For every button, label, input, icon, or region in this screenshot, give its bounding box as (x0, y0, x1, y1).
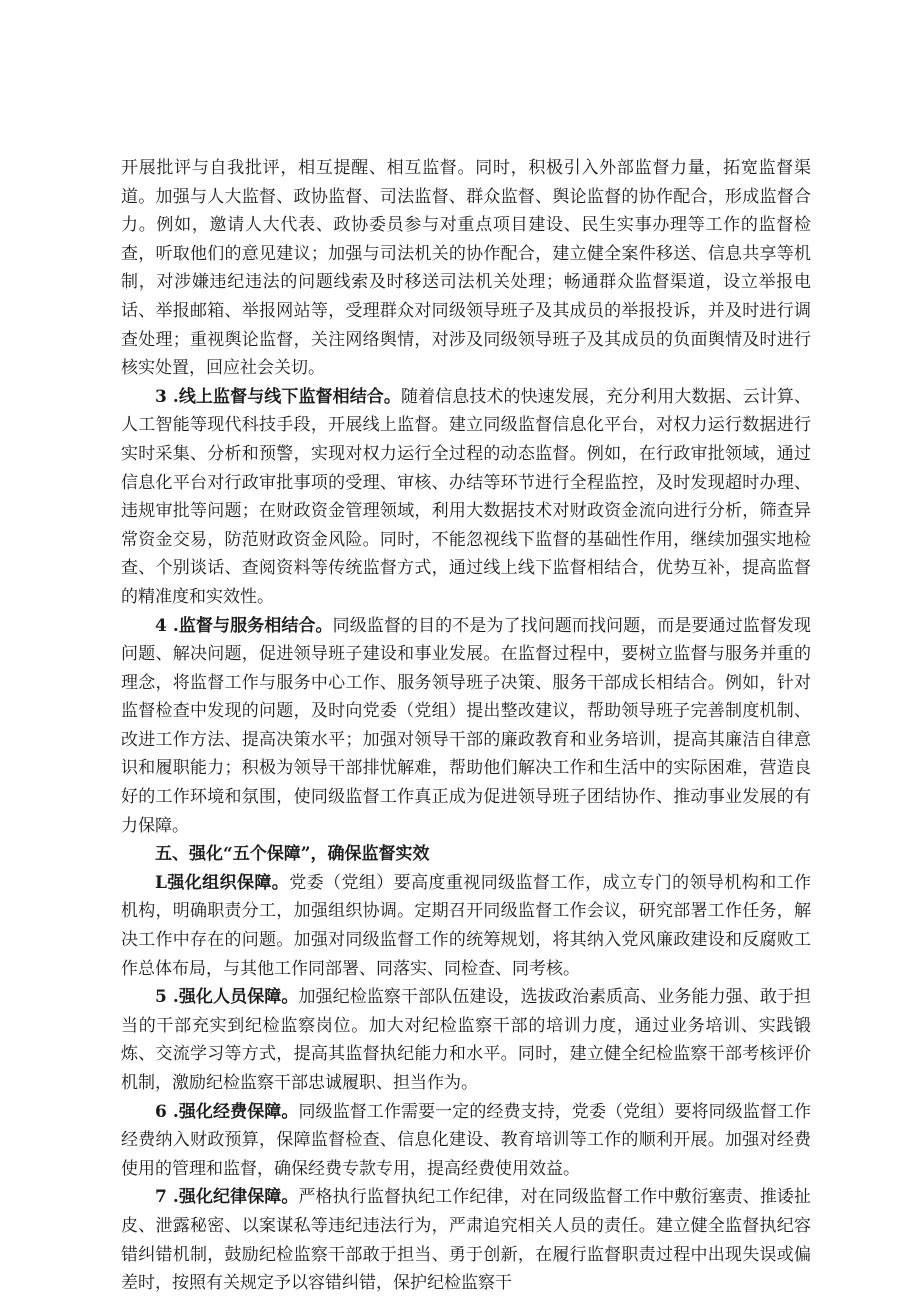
paragraph-online-offline (121, 383, 811, 612)
paragraph-text: 加强纪检监察干部队伍建设，选拔政治素质高、业务能力强、敢于担当的干部充实到纪检监察岗位。加大对纪检监察干部的培训力度，通过业务培训、实践锻炼、交流学习等方式，提高其监督执纪能力和水平。同时，建立健全纪检监察干部考核评价机制，激励纪检监察干部忠诚履职、担当作为。 (121, 987, 812, 1093)
paragraph-discipline (121, 1183, 811, 1297)
paragraph-text: 同级监督工作需要一定的经费支持，党委（党组）要将同级监督工作经费纳入财政预算，保障监督检查、信息化建设、教育培训等工作的顺利开展。加强对经费使用的管理和监督，确保经费专款专用，提高经费使用效益。 (121, 1101, 812, 1179)
paragraph-lead: 7 .强化纪律保障。 (155, 1187, 299, 1208)
section-heading: 五、强化“五个保障”，确保监督实效 (155, 844, 430, 865)
paragraph-personnel (121, 983, 811, 1097)
paragraph-text: 同级监督的目的不是为了找问题而找问题，而是要通过监督发现问题、解决问题，促进领导班子建设和事业发展。在监督过程中，要树立监督与服务并重的理念，将监督工作与服务中心工作、服务领导班子决策、服务干部成长相结合。例如，针对监督检查中发现的问题，及时向党委（党组）提出整改建议，帮助领导班子完善制度机制、改进工作方法、提高决策水平；加强对领导干部的廉政教育和业务培训，提高其廉洁自律意识和履职能力；积极为领导干部排忧解难，帮助他们解决工作和生活中的实际困难，营造良好的工作环境和氛围，使同级监督工作真正成为促进领导班子团结协作、推动事业发展的有力保障。 (121, 615, 812, 836)
paragraph-lead: 6 .强化经费保障。 (155, 1101, 299, 1122)
document-body (121, 154, 811, 1298)
paragraph-funding (121, 1098, 811, 1184)
paragraph-text: 随着信息技术的快速发展，充分利用大数据、云计算、人工智能等现代科技手段，开展线上监督。建立同级监督信息化平台，对权力运行数据进行实时采集、分析和预警，实现对权力运行全过程的动态监督。例如，在行政审批领域，通过信息化平台对行政审批事项的受理、审核、办结等环节进行全程监控，及时发现超时办理、违规审批等问题；在财政资金管理领域，利用大数据技术对财政资金流向进行分析，筛查异常资金交易，防范财政资金风险。同时，不能忽视线下监督的基础性作用，继续加强实地检查、个别谈话、查阅资料等传统监督方式，通过线上线下监督相结合，优势互补，提高监督的精准度和实效性。 (121, 386, 811, 607)
paragraph-lead: 5 .强化人员保障。 (155, 987, 299, 1008)
paragraph-text: 严格执行监督执纪工作纪律，对在同级监督工作中敷衍塞责、推诿扯皮、泄露秘密、以案谋私等违纪违法行为，严肃追究相关人员的责任。建立健全监督执纪容错纠错机制，鼓励纪检监察干部敢于担当、勇于创新，在履行监督职责过程中出现失误或偏差时，按照有关规定予以容错纠错，保护纪检监察干 (121, 1187, 812, 1294)
paragraph-text: 党委（党组）要高度重视同级监督工作，成立专门的领导机构和工作机构，明确职责分工，加强组织协调。定期召开同级监督工作会议，研究部署工作任务，解决工作中存在的问题。加强对同级监督工作的统筹规划，将其纳入党风廉政建设和反腐败工作总体布局，与其他工作同部署、同落实、同检查、同考核。 (121, 872, 812, 979)
paragraph-lead: 4 .监督与服务相结合。 (155, 615, 333, 636)
paragraph-lead: L强化组织保障。 (155, 872, 290, 893)
paragraph-supervision-service (121, 612, 811, 841)
paragraph-supervision-channels: 开展批评与自我批评，相互提醒、相互监督。同时，积极引入外部监督力量，拓宽监督渠道。加强与人大监督、政协监督、司法监督、群众监督、舆论监督的协作配合，形成监督合力。例如，邀请人大代表、政协委员参与对重点项目建设、民生实事办理等工作的监督检查，听取他们的意见建议；加强与司法机关的协作配合，建立健全案件移送、信息共享等机制，对涉嫌违纪违法的问题线索及时移送司法机关处理；畅通群众监督渠道，设立举报电话、举报邮箱、举报网站等，受理群众对同级领导班子及其成员的举报投诉，并及时进行调查处理；重视舆论监督，关注网络舆情，对涉及同级领导班子及其成员的负面舆情及时进行核实处置，回应社会关切。 (121, 158, 811, 379)
paragraph-lead: 3 .线上监督与线下监督相结合。 (155, 386, 401, 407)
paragraph-organization (121, 869, 811, 983)
